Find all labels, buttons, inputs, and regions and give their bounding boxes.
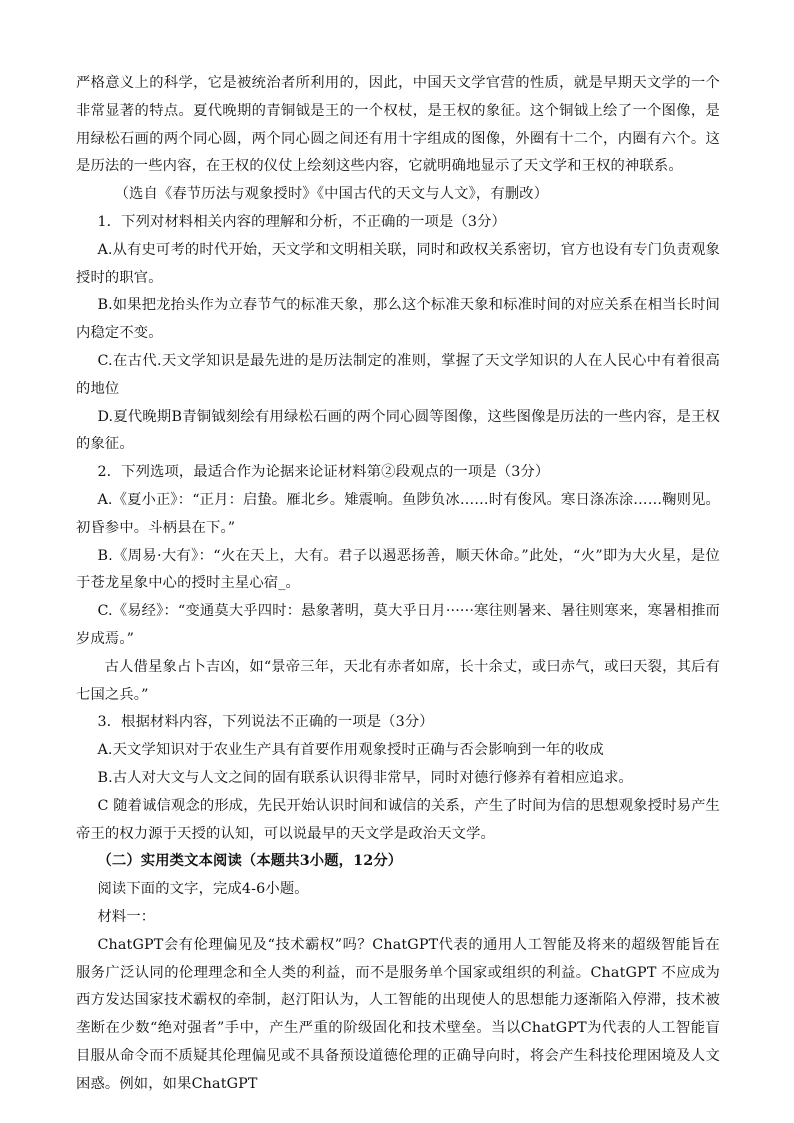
source-citation: （选自《春节历法与观象授时》《中国古代的天文与人文》，有删改） [114, 186, 549, 203]
question-3-option-a: A.天文学知识对于农业生产具有首要作用观象授时正确与否会影响到一年的收成 [97, 742, 604, 759]
question-3-option-b: B.古人对大文与人文之间的固有联系认识得非常早，同时对德行修养有着相应追求。 [97, 769, 633, 786]
question-3-stem: 3．根据材料内容，下列说法不正确的一项是（3分） [97, 714, 434, 731]
question-1-option-d: D.夏代晚期B青铜钺刻绘有用绿松石画的两个同心圆等图像，这些图像是历法的一些内容，是王权的象征。 [76, 408, 720, 453]
document-page [76, 70, 720, 1098]
material-paragraph-ending: 严格意义上的科学，它是被统治者所利用的，因此，中国天文学官营的性质，就是早期天文学的一个非常显著的特点。夏代晚期的青铜钺是王的一个权杖，是王权的象征。这个铜钺上绘了一个图像，是用绿松石画的两个同心圆，两个同心圆之间还有用十字组成的图像，外圈有十二个，内圈有六个。这是历法的一些内容，在王权的仪仗上绘刻这些内容，它就明确地显示了天文学和王权的神联系。 [76, 75, 720, 175]
question-2-option-c: C.《易经》：“变通莫大乎四时：悬象著明，莫大乎日月······寒往则暑来、暑往则寒来，寒暑相推而岁成焉。” [76, 603, 720, 647]
question-3-option-c: C 随着诚信观念的形成，先民开始认识时间和诚信的关系，产生了时间为信的思想观象授时易产生帝王的权力源于天授的认知，可以说最早的天文学是政治天文学。 [76, 797, 720, 842]
question-2-option-b: B.《周易·大有》：“火在天上，大有。君子以遏恶扬善，顺天休命。”此处，“火”即为大火星，是位于苍龙星象中心的授时主星心宿_。 [76, 547, 720, 592]
question-2-option-a: A.《夏小正》：“正月：启蛰。雁北乡。雉震响。鱼陟负冰……时有俊风。寒日涤冻涂……鞠则见。初昏参中。斗柄县在下。” [76, 491, 720, 536]
question-1-option-c: C.在古代.天文学知识是最先进的是历法制定的准则，掌握了天文学知识的人在人民心中有着很高的地位 [76, 352, 720, 397]
question-1-stem: 1．下列对材料相关内容的理解和分析，不正确的一项是（3分） [97, 213, 506, 230]
reading-instruction: 阅读下面的文字，完成4-6小题。 [97, 881, 309, 898]
material-one-paragraph: ChatGPT会有伦理偏见及“技术霸权”吗？ChatGPT代表的通用人工智能及将来的超级智能旨在服务广泛认同的伦理理念和全人类的利益，而不是服务单个国家或组织的利益。ChatGPT 不应成为西方发达国家技术霸权的牵制，赵汀阳认为，人工智能的出现使人的思想能力逐渐陷入停滞，技术被垄断在少数“绝对强者”手中，产生严重的阶级固化和技术壁垒。当以ChatGPT为代表的人工智能盲目服从命令而不质疑其伦理偏见或不具备预设道德伦理的正确导向时，将会产生科技伦理困境及人文困惑。例如，如果ChatGPT [76, 936, 720, 1092]
material-one-label: 材料一： [97, 908, 156, 925]
question-1-option-b: B.如果把龙抬头作为立春节气的标准天象，那么这个标准天象和标准时间的对应关系在相当长时间内稳定不变。 [76, 297, 720, 342]
section-heading: （二）实用类文本阅读（本题共3小题，12分） [97, 853, 403, 870]
question-1-option-a: A.从有史可考的时代开始，天文学和文明相关联，同时和政权关系密切，官方也设有专门负责观象授时的职官。 [76, 241, 720, 286]
question-2-option-d: 古人借星象占卜吉凶，如“景帝三年，天北有赤者如席，长十余丈，或曰赤气，或曰天裂，其后有七国之兵。” [76, 658, 720, 703]
question-2-stem: 2．下列选项，最适合作为论据来论证材料第②段观点的一项是（3分） [97, 464, 550, 481]
